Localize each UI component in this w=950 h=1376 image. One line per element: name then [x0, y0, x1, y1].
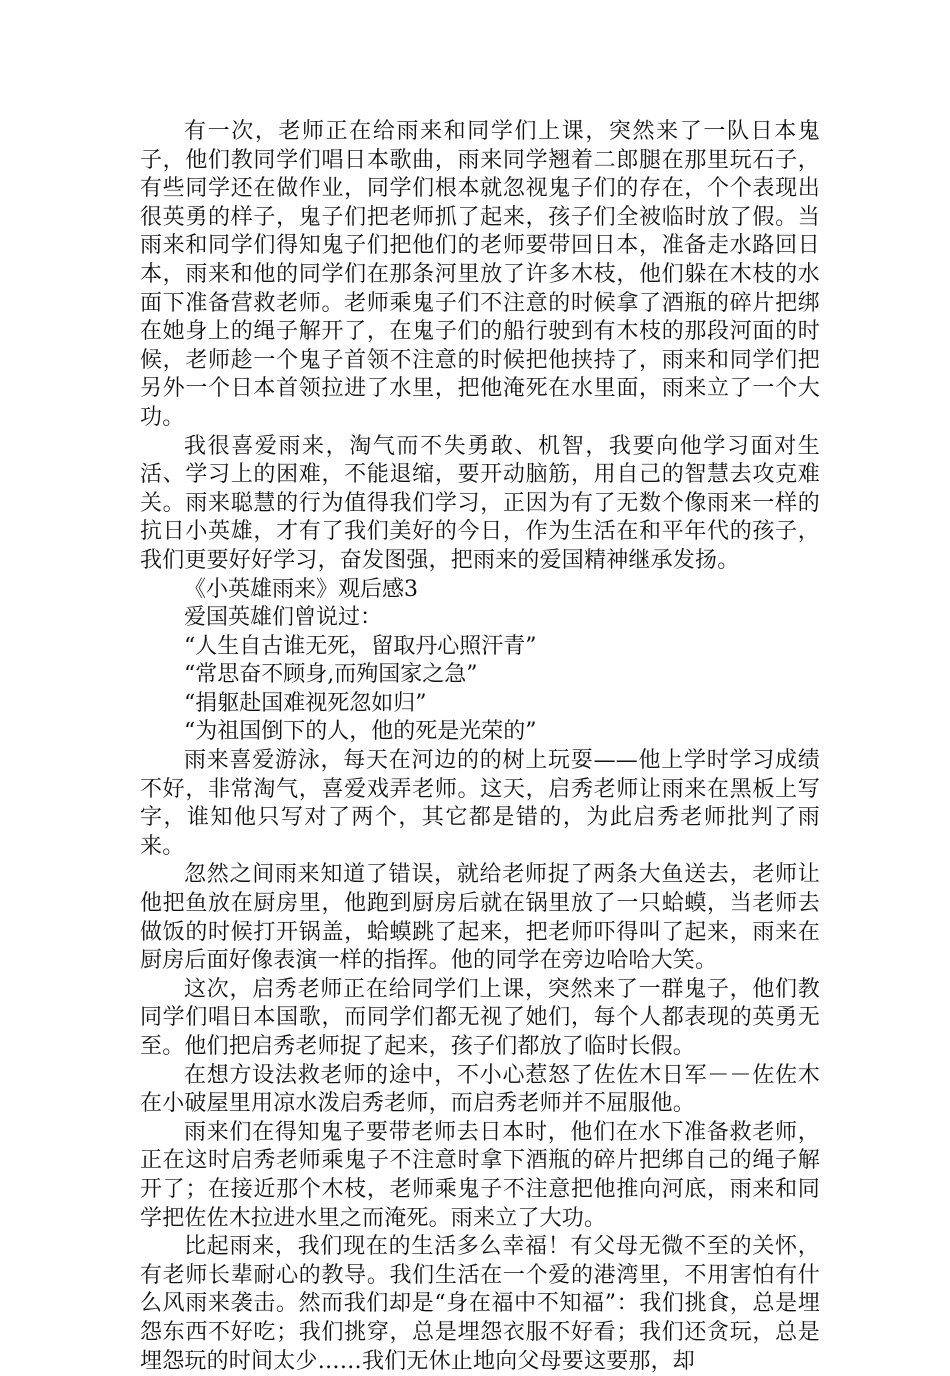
section-heading: 《小英雄雨来》观后感3 [184, 576, 418, 602]
paragraph: 在想方设法救老师的途中，不小心惹怒了佐佐木日军－－佐佐木在小破屋里用凉水泼启秀老师，而启秀老师并不屈服他。 [140, 1062, 820, 1117]
quote-line: “人生自古谁无死，留取丹心照汗青” [184, 633, 537, 659]
intro-line: 爱国英雄们曾说过： [184, 605, 383, 631]
quote-line: “捐躯赴国难视死忽如归” [184, 690, 427, 716]
paragraph: 比起雨来，我们现在的生活多么幸福！有父母无微不至的关怀，有老师长辈耐心的教导。我们生活在一个爱的港湾里，不用害怕有什么风雨来袭击。然而我们却是“身在福中不知福”：我们挑食，总是埋怨东西不好吃；我们挑穿，总是埋怨衣服不好看；我们还贪玩，总是埋怨玩的时间太少……我们无休止地向父母要这要那，却 [140, 1234, 820, 1374]
paragraph: 忽然之间雨来知道了错误，就给老师捉了两条大鱼送去，老师让他把鱼放在厨房里，他跑到厨房后就在锅里放了一只蛤蟆，当老师去做饭的时候打开锅盖，蛤蟆跳了起来，把老师吓得叫了起来，雨来在厨房后面好像表演一样的指挥。他的同学在旁边哈哈大笑。 [140, 862, 820, 974]
paragraph: 有一次，老师正在给雨来和同学们上课，突然来了一队日本鬼子，他们教同学们唱日本歌曲，雨来同学翘着二郎腿在那里玩石子，有些同学还在做作业，同学们根本就忽视鬼子们的存在，个个表现出很英勇的样子，鬼子们把老师抓了起来，孩子们全被临时放了假。当雨来和同学们得知鬼子们把他们的老师要带回日本，准备走水路回日本，雨来和他的同学们在那条河里放了许多木枝，他们躲在木枝的水面下准备营救老师。老师乘鬼子们不注意的时候拿了酒瓶的碎片把绑在她身上的绳子解开了，在鬼子们的船行驶到有木枝的那段河面的时候，老师趁一个鬼子首领不注意的时候把他挟持了，雨来和同学们把另外一个日本首领拉进了水里，把他淹死在水里面，雨来立了一个大功。 [140, 119, 820, 430]
paragraph: 我很喜爱雨来，淘气而不失勇敢、机智，我要向他学习面对生活、学习上的困难，不能退缩，要开动脑筋，用自己的智慧去攻克难关。雨来聪慧的行为值得我们学习，正因为有了无数个像雨来一样的抗日小英雄，才有了我们美好的今日，作为生活在和平年代的孩子，我们更要好好学习，奋发图强，把雨来的爱国精神继承发扬。 [140, 433, 820, 573]
quote-line: “为祖国倒下的人，他的死是光荣的” [184, 719, 537, 745]
document-page [140, 118, 820, 1376]
paragraph: 雨来们在得知鬼子要带老师去日本时，他们在水下准备救老师，正在这时启秀老师乘鬼子不注意时拿下酒瓶的碎片把绑自己的绳子解开了；在接近那个木枝，老师乘鬼子不注意把他推向河底，雨来和同学把佐佐木拉进水里之而淹死。雨来立了大功。 [140, 1119, 820, 1231]
paragraph: 雨来喜爱游泳，每天在河边的的树上玩耍——他上学时学习成绩不好，非常淘气，喜爱戏弄老师。这天，启秀老师让雨来在黑板上写字，谁知他只写对了两个，其它都是错的，为此启秀老师批判了雨来。 [140, 748, 820, 859]
paragraph: 这次，启秀老师正在给同学们上课，突然来了一群鬼子，他们教同学们唱日本国歌，而同学们都无视了她们，每个人都表现的英勇无至。他们把启秀老师捉了起来，孩子们都放了临时长假。 [140, 976, 820, 1059]
quote-line: “常思奋不顾身,而殉国家之急” [184, 662, 478, 688]
